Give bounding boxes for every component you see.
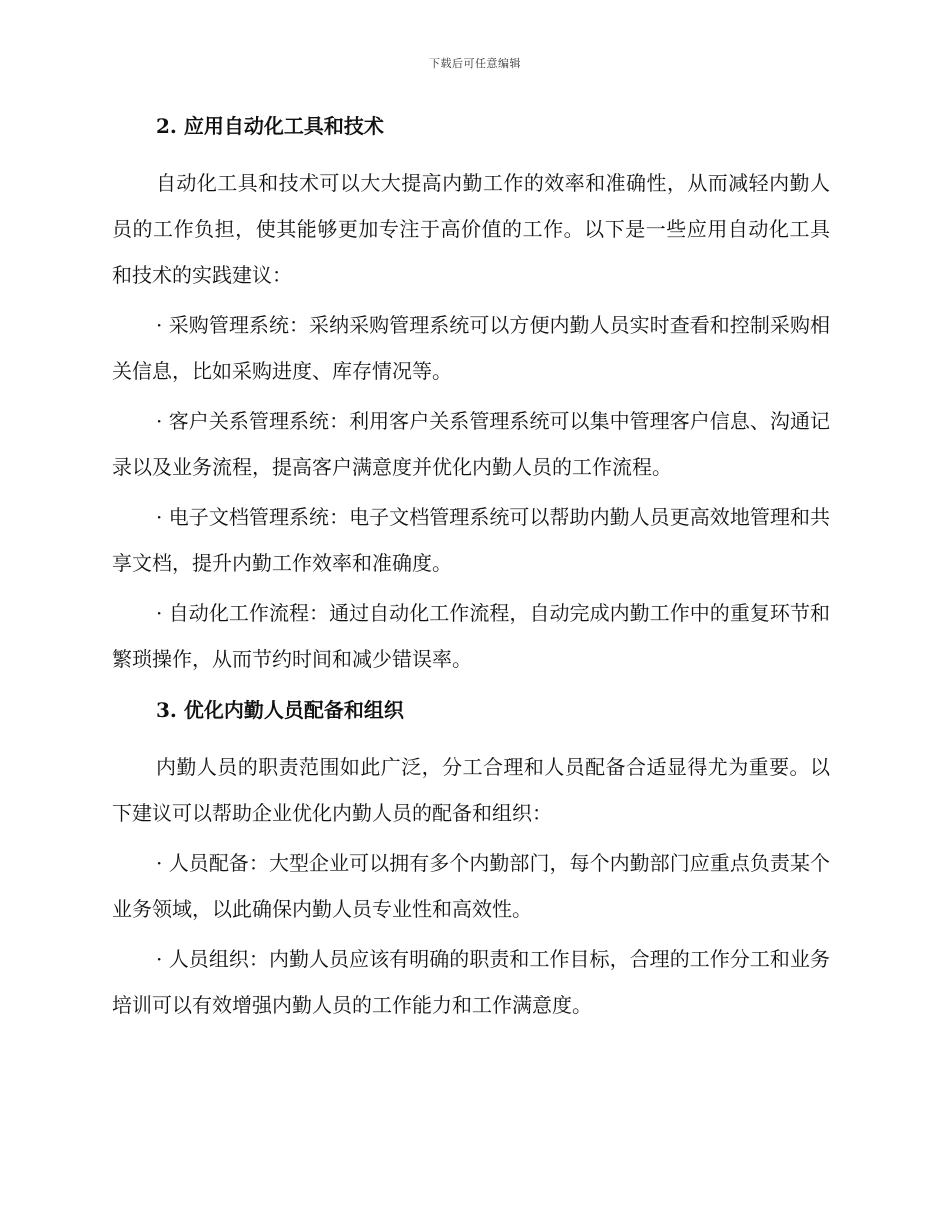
list-item: · 人员配备：大型企业可以拥有多个内勤部门，每个内勤部门应重点负责某个业务领域，以此确保内勤人员专业性和高效性。 — [112, 851, 830, 921]
list-item: · 自动化工作流程：通过自动化工作流程，自动完成内勤工作中的重复环节和繁琐操作，从而节约时间和减少错误率。 — [112, 601, 830, 671]
list-item: · 人员组织：内勤人员应该有明确的职责和工作目标，合理的工作分工和业务培训可以有效增强内勤人员的工作能力和工作满意度。 — [112, 947, 830, 1017]
section-intro-paragraph: 自动化工具和技术可以大大提高内勤工作的效率和准确性，从而减轻内勤人员的工作负担，使其能够更加专注于高价值的工作。以下是一些应用自动化工具和技术的实践建议： — [112, 171, 830, 287]
section-heading: 3. 优化内勤人员配备和组织 — [156, 698, 404, 722]
section-automation-tools — [112, 110, 830, 682]
list-item: · 客户关系管理系统：利用客户关系管理系统可以集中管理客户信息、沟通记录以及业务流程，提高客户满意度并优化内勤人员的工作流程。 — [112, 409, 830, 479]
section-staffing-organization — [112, 694, 830, 1028]
section-heading: 2. 应用自动化工具和技术 — [156, 114, 384, 138]
document-body — [112, 110, 830, 1028]
page-header: 下载后可任意编辑 — [429, 57, 521, 70]
list-item: · 采购管理系统：采纳采购管理系统可以方便内勤人员实时查看和控制采购相关信息，比如采购进度、库存情况等。 — [112, 313, 830, 383]
list-item: · 电子文档管理系统：电子文档管理系统可以帮助内勤人员更高效地管理和共享文档，提升内勤工作效率和准确度。 — [112, 505, 830, 575]
section-intro-paragraph: 内勤人员的职责范围如此广泛，分工合理和人员配备合适显得尤为重要。以下建议可以帮助企业优化内勤人员的配备和组织： — [112, 755, 830, 825]
